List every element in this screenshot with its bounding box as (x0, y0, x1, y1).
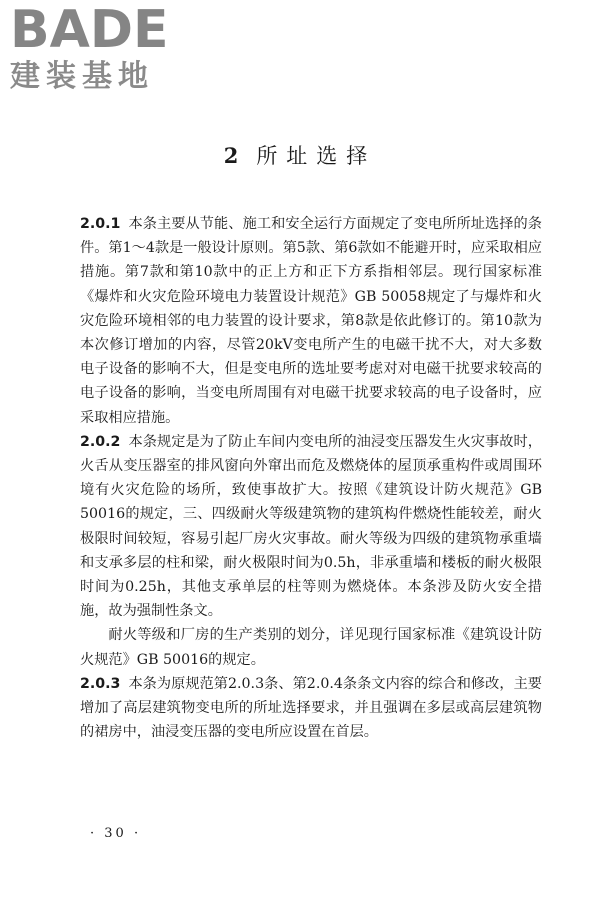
clause-number: 2.0.1 (80, 216, 121, 232)
chapter-title (0, 140, 600, 170)
paragraph-2-0-2 (80, 430, 542, 624)
clause-number: 2.0.3 (80, 675, 121, 692)
paragraph-text: 本条主要从节能、施工和安全运行方面规定了变电所所址选择的条件。第1～4款是一般设计原则。第5款、第6款如不能避开时，应采取相应措施。第7款和第10款中的正上方和正下方系指相邻层。现行国家标准《爆炸和火灾危险环境电力装置设计规范》GB 50058规定了与爆炸和火灾危险环境相邻的电力装置的设计要求，第8款是依此修订的。第10款为本次修订增加的内容，尽管20kV变电所产生的电磁干扰不大，对大多数电子设备的影响不大，但是变电所的选址要考虑对对电磁干扰要求较高的电子设备的影响，当变电所周围有对电磁干扰要求较高的电子设备时，应采取相应措施。 (80, 216, 542, 426)
chapter-name: 所址选择 (256, 144, 377, 168)
watermark-logo (10, 0, 180, 94)
body-text (80, 212, 542, 744)
paragraph-text: 本条规定是为了防止车间内变电所的油浸变压器发生火灾事故时，火舌从变压器室的排风窗向外窜出而危及燃烧体的屋顶承重构件或周围环境有火灾危险的场所，致使事故扩大。按照《建筑设计防火规范》GB 50016的规定，三、四级耐火等级建筑物的建筑构件燃烧性能较差，耐火极限时间较短，容易引起厂房火灾事故。耐火等级为四级的建筑物承重墙和支承多层的柱和梁，耐火极限时间为0.5h，非承重墙和楼板的耐火极限时间为0.25h，其他支承单层的柱等则为燃烧体。本条涉及防火安全措施，故为强制性条文。 (80, 433, 542, 620)
paragraph-text: 耐火等级和厂房的生产类别的划分，详见现行国家标准《建筑设计防火规范》GB 50016的规定。 (80, 627, 542, 668)
paragraph-2-0-1 (80, 212, 542, 430)
clause-number: 2.0.2 (80, 433, 121, 450)
paragraph-2-0-3 (80, 672, 542, 745)
watermark-brand: BADE (10, 0, 169, 60)
paragraph-2-0-2-note (80, 623, 542, 671)
paragraph-text: 本条为原规范第2.0.3条、第2.0.4条条文内容的综合和修改，主要增加了高层建筑物变电所的所址选择要求，并且强调在多层或高层建筑物的裙房中，油浸变压器的变电所应设置在首层。 (80, 675, 542, 741)
watermark-subtitle: 建装基地 (10, 59, 154, 94)
chapter-number: 2 (223, 143, 241, 168)
page-number: · 30 · (90, 826, 142, 841)
